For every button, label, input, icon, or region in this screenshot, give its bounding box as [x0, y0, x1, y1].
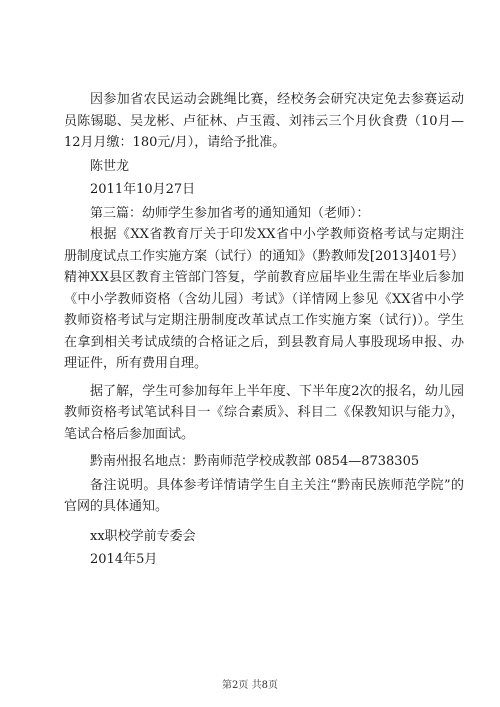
- signature-date: 2011年10月27日: [90, 182, 196, 197]
- paragraph-meal-fee-exemption: 因参加省农民运动会跳绳比赛，经校务会研究决定免去参赛运动员陈锡聪、吴龙彬、卢征林、卢玉霞、刘祎云三个月伙食费（10月—12月月缴：180元/月），请给予批准。: [64, 92, 464, 150]
- paragraph-exam-subjects: 据了解，学生可参加每年上半年度、下半年度2次的报名，幼儿园教师资格考试笔试科目一《综合素质》、科目二《保教知识与能力》，笔试合格后参加面试。: [64, 383, 464, 442]
- signature-name: 陈世龙: [90, 158, 130, 174]
- document-body: [64, 89, 464, 571]
- paragraph-remarks: 备注说明。具体参考详情请学生自主关注“黔南民族师范学院”的官网的具体通知。: [64, 477, 464, 514]
- registration-location: 黔南州报名地点：黔南师范学校成教部 0854—8738305: [90, 454, 420, 469]
- paragraph-exam-policy: 根据《XX省教育厅关于印发XX省中小学教师资格考试与定期注册制度试点工作实施方案（试行）的通知》（黔教师发[2013]401号）精神XX县区教育主管部门答复，学前教育应届毕业生需在毕业后参加《中小学教师资格（含幼儿园）考试》（详情网上参见《XX省中小学教师资格考试与定期注册制度改革试点工作实施方案（试行)）。学生在拿到相关考试成绩的合格证之后，到县教育局人事股现场申报、办理证件，所有费用自理。: [64, 227, 464, 371]
- issue-date: 2014年5月: [90, 552, 158, 567]
- page-number: 第2页 共8页: [222, 680, 278, 691]
- issuer-organization: xx职校学前专委会: [90, 528, 196, 544]
- section-title: 第三篇：幼师学生参加省考的通知通知（老师）：: [90, 205, 370, 221]
